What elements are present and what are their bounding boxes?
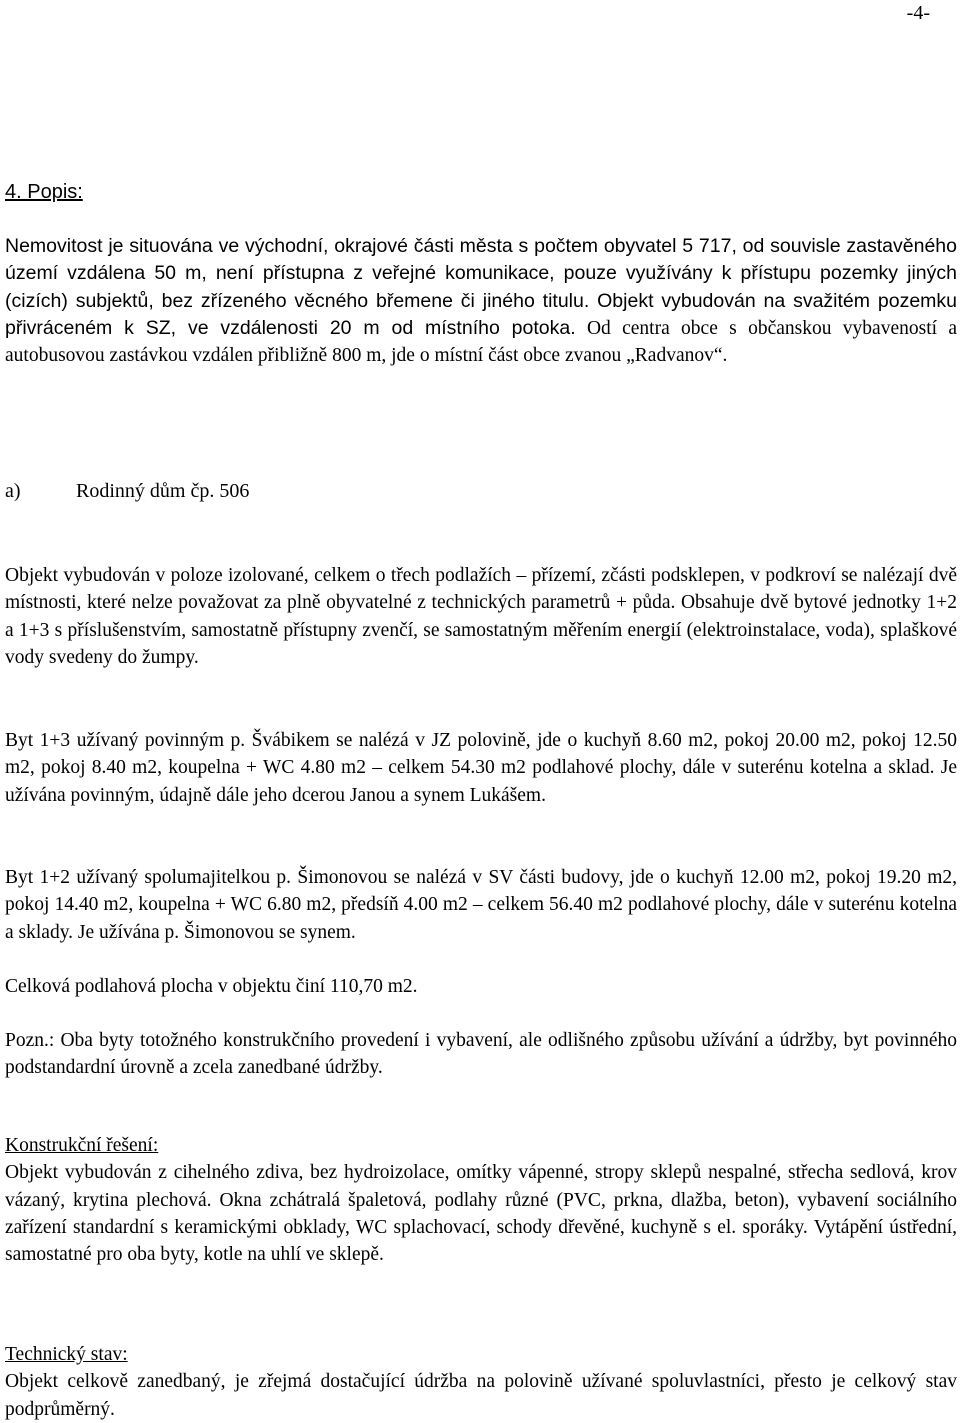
item-a-title: Rodinný dům čp. 506 xyxy=(76,480,250,502)
technical-heading: Technický stav: xyxy=(5,1344,128,1365)
intro-continuation: Od centra obce s občanskou vybaveností a autobusovou zastávkou vzdálen přibližně 800 m, jde o místní část obce zvanou „Radvanov“. xyxy=(5,317,958,367)
object-description xyxy=(5,562,957,671)
item-a-heading xyxy=(5,480,249,503)
section-heading: 4. Popis: xyxy=(5,181,83,203)
object-description-text: Objekt vybudován v poloze izolované, celkem o třech podlažích – přízemí, zčásti podsklepen, v podkroví se nalézají dvě místnosti, které nelze považovat za plně obyvatelné z technických parametrů + půda. Obsahuje dvě bytové jednotky 1+2 a 1+3 s příslušenstvím, samostatně přístupny zvenčí, se samostatným měřením energií (elektroinstalace, voda), splaškové vody svedeny do žumpy. xyxy=(5,565,957,668)
item-a-marker: a) xyxy=(5,480,21,502)
construction-section xyxy=(5,1132,957,1268)
flat-1-2-paragraph xyxy=(5,864,957,946)
page-number: -4- xyxy=(906,2,930,24)
note-text: : Oba byty totožného konstrukčního provedení i vybavení, ale odlišného způsobu užívání a údržby, byt povinného podstandardní úrovně a zcela zanedbané údržby. xyxy=(5,1030,957,1079)
total-area-text: Celková podlahová plocha v objektu činí 110,70 m2. xyxy=(5,976,418,997)
construction-heading: Konstrukční řešení: xyxy=(5,1135,159,1156)
flat-1-2-text: Byt 1+2 užívaný spolumajitelkou p. Šimonovou se nalézá v SV části budovy, jde o kuchyň 12.00 m2, pokoj 19.20 m2, pokoj 14.40 m2, koupelna + WC 6.80 m2, předsíň 4.00 m2 – celkem 56.40 m2 podlahové plochy, dále v suterénu kotelna a sklady. Je užívána p. Šimonovou se synem. xyxy=(5,867,957,943)
intro-paragraph xyxy=(5,233,957,369)
note-paragraph xyxy=(5,1027,957,1082)
note-label: Pozn. xyxy=(5,1030,49,1051)
technical-text: Objekt celkově zanedbaný, je zřejmá dostačující údržba na polovině užívané spoluvlastníci, přesto je celkový stav podprůměrný. xyxy=(5,1371,957,1420)
flat-1-3-text: Byt 1+3 užívaný povinným p. Švábikem se nalézá v JZ polovině, jde o kuchyň 8.60 m2, pokoj 20.00 m2, pokoj 12.50 m2, pokoj 8.40 m2, koupelna + WC 4.80 m2 – celkem 54.30 m2 podlahové plochy, dále v suterénu kotelna a sklad. Je užívána povinným, údajně dále jeho dcerou Janou a synem Lukášem. xyxy=(5,730,957,806)
intro-text: Nemovitost je situována ve východní, okrajové části města s počtem obyvatel 5 717, od souvisle zastavěného území vzdálena 50 m, není přístupna z veřejné komunikace, pouze využívány k přístupu pozemky jiných (cizích) subjektů, bez zřízeného věcného břemene či jiného titulu. Objekt vybudován na svažitém pozemku přivráceném k SZ, ve vzdálenosti 20 m od místního potoka. xyxy=(5,235,957,339)
technical-section xyxy=(5,1341,957,1423)
flat-1-3-paragraph xyxy=(5,727,957,809)
total-area-paragraph xyxy=(5,973,957,1000)
construction-text: Objekt vybudován z cihelného zdiva, bez hydroizolace, omítky vápenné, stropy sklepů nespalné, střecha sedlová, krov vázaný, krytina plechová. Okna zchátralá špaletová, podlahy různé (PVC, prkna, dlažba, beton), vybavení sociálního zařízení standardní s keramickými obklady, WC splachovací, schody dřevěné, kuchyně s el. sporáky. Vytápění ústřední, samostatné pro oba byty, kotle na uhlí ve sklepě. xyxy=(5,1162,957,1266)
